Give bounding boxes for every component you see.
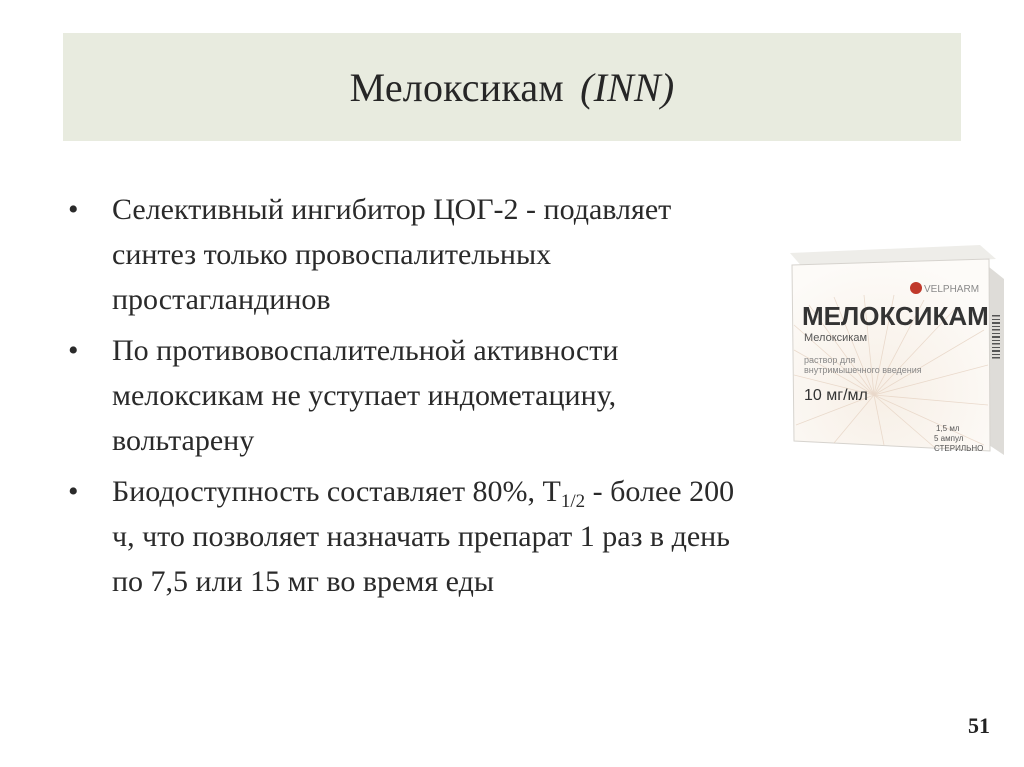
box-volume: 1,5 мл: [936, 424, 960, 433]
box-footer: СТЕРИЛЬНО: [934, 444, 984, 453]
half-life-subscript: 1/2: [560, 491, 586, 512]
page-number: 51: [968, 713, 990, 738]
bullet-line: по 7,5 или 15 мг во время еды: [112, 565, 494, 598]
title-inn: (INN): [580, 64, 675, 110]
bullet-line: мелоксикам не уступает индометацину,: [112, 379, 617, 412]
bullet-dot-icon: •: [68, 193, 79, 226]
bullet-line: По противовоспалительной активности: [112, 334, 619, 367]
bullet-line: вольтарену: [112, 424, 255, 457]
product-box-image: [784, 245, 1006, 463]
manufacturer-name: VELPHARM: [924, 284, 980, 295]
bullet-text: - более 200: [585, 475, 735, 508]
bullet-text: Биодоступность составляет 80%, Т: [112, 475, 561, 508]
bullet-line: ч, что позволяет назначать препарат 1 раз в день: [112, 520, 730, 553]
bullet-dot-icon: •: [68, 334, 79, 367]
title-main: Мелоксикам: [349, 64, 564, 110]
bullet-dot-icon: •: [68, 475, 79, 508]
bullet-item: [68, 469, 948, 604]
title-band: [63, 33, 961, 141]
slide-title: [350, 64, 675, 111]
box-form-line: внутримышечного введения: [804, 365, 922, 375]
product-box-svg: [784, 245, 1006, 463]
box-side-face: [989, 267, 1004, 455]
box-count: 5 ампул: [934, 434, 964, 443]
bullet-line: Селективный ингибитор ЦОГ-2 - подавляет: [112, 193, 672, 226]
box-form-line: раствор для: [804, 355, 856, 365]
box-brand-name: МЕЛОКСИКАМ: [802, 301, 989, 331]
bullet-line: простагландинов: [112, 283, 331, 316]
box-dose: 10 мг/мл: [804, 387, 868, 404]
manufacturer-logo-icon: [910, 282, 922, 294]
bullet-line: синтез только провоспалительных: [112, 238, 552, 271]
bullet-line: [112, 469, 948, 514]
box-inn-name: Мелоксикам: [804, 332, 868, 344]
